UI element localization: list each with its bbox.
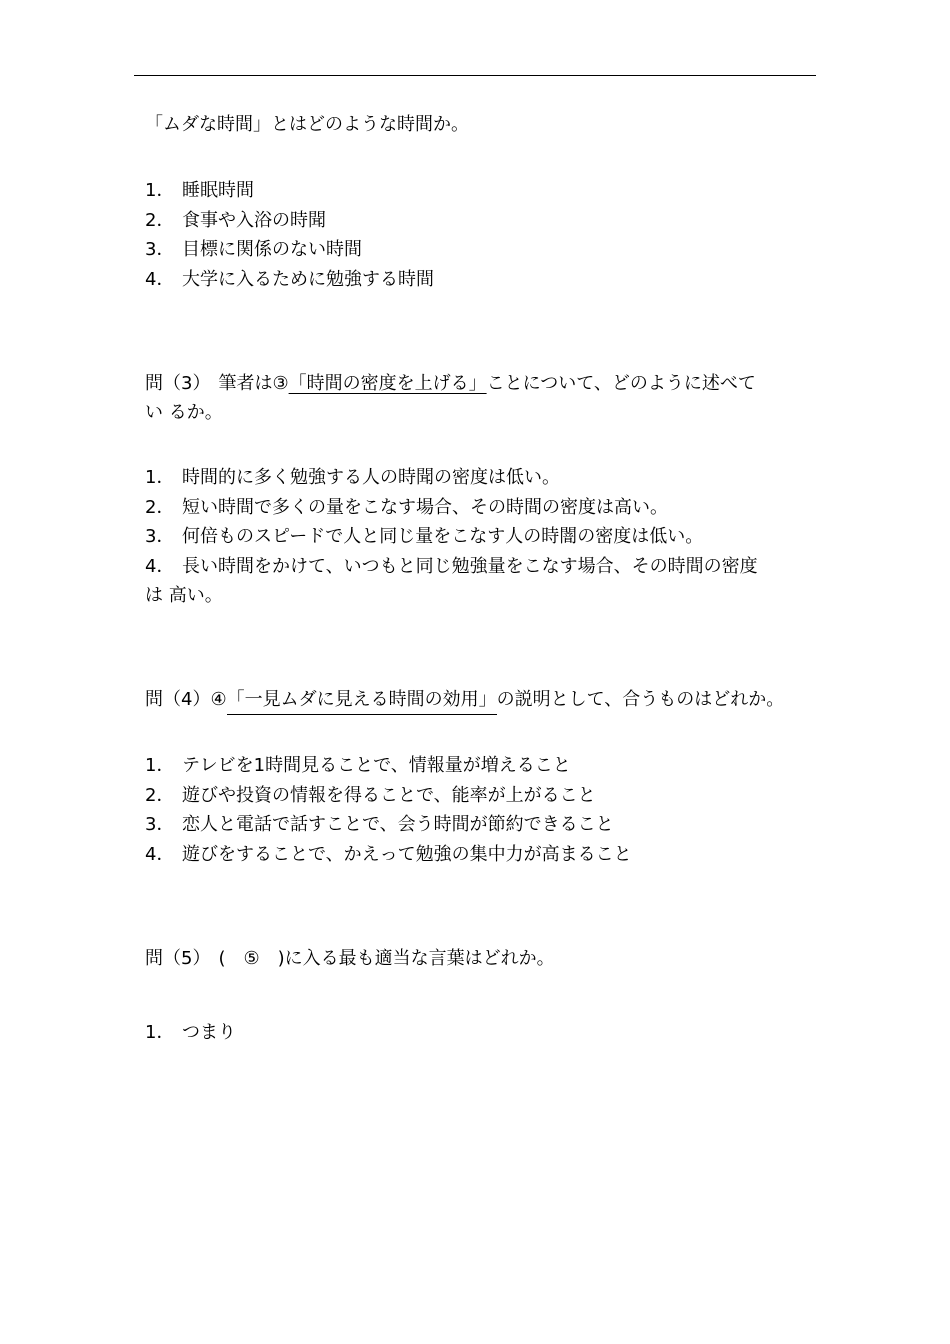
question-5-blank: ( ⑤ ) [218,948,285,969]
question-3-line-1: 問（3） 筆者は③「時間の密度を上げる」ことについて、どのように述べて [145,373,756,394]
list-item: 1． つまり [145,1022,236,1043]
list-item: 1． 時間的に多く勉強する人の時聞の密度は低い。 [145,467,560,488]
list-item: 4． 遊びをすることで、かえって勉強の集中力が高まること [145,843,632,865]
question-4-underlined-phrase: 「一見ムダに見える時間の効用」 [227,689,497,715]
list-item: 4． 長い時間をかけて、いつもと同じ勉強量をこなす場合、その時間の密度 [145,555,758,577]
list-item: 2． 短い時間で多くの量をこなす場合、その時間の密度は高い。 [145,496,668,518]
question-5-text: 問（5） ( ⑤ )に入る最も適当な言葉はどれか。 [145,948,555,969]
question-2-options [145,176,434,294]
question-3-text [145,369,756,427]
question-2-prompt: 「ムダな時間」とはどのような時間か。 [145,114,469,135]
question-5-label: 問（5） [145,948,211,969]
top-rule [134,75,816,76]
question-3-line-2: い るか。 [145,402,223,423]
question-5-options [145,1018,236,1048]
list-item: 1． テレビを1時間見ることで、情報量が増えること [145,755,571,776]
list-item: 4． 大学に入るために勉強する時間 [145,268,434,290]
list-item-continuation: は 高い。 [145,585,223,606]
question-2-text [145,110,469,139]
list-item: 2． 遊びや投資の情報を得ることで、能率が上がること [145,784,596,806]
list-item: 2． 食事や入浴の時聞 [145,209,326,231]
question-3-label: 問（3） [145,373,211,394]
question-3-options [145,463,758,611]
question-3-underlined-phrase: 「時間の密度を上げる」 [288,373,487,394]
question-4-label: 問（4） [145,689,211,710]
question-4-options [145,751,632,869]
list-item: 3． 恋人と電話で話すことで、会う時間が節約できること [145,814,614,835]
list-item: 3． 目標に関係のない時間 [145,239,362,260]
list-item: 1． 睡眠時間 [145,180,254,201]
question-4-text: 問（4）④「一見ムダに見える時間の効用」の説明として、合うものはどれか。 [145,685,784,715]
list-item: 3． 何倍ものスピードで人と同じ量をこなす人の時闇の密度は低い。 [145,526,704,547]
